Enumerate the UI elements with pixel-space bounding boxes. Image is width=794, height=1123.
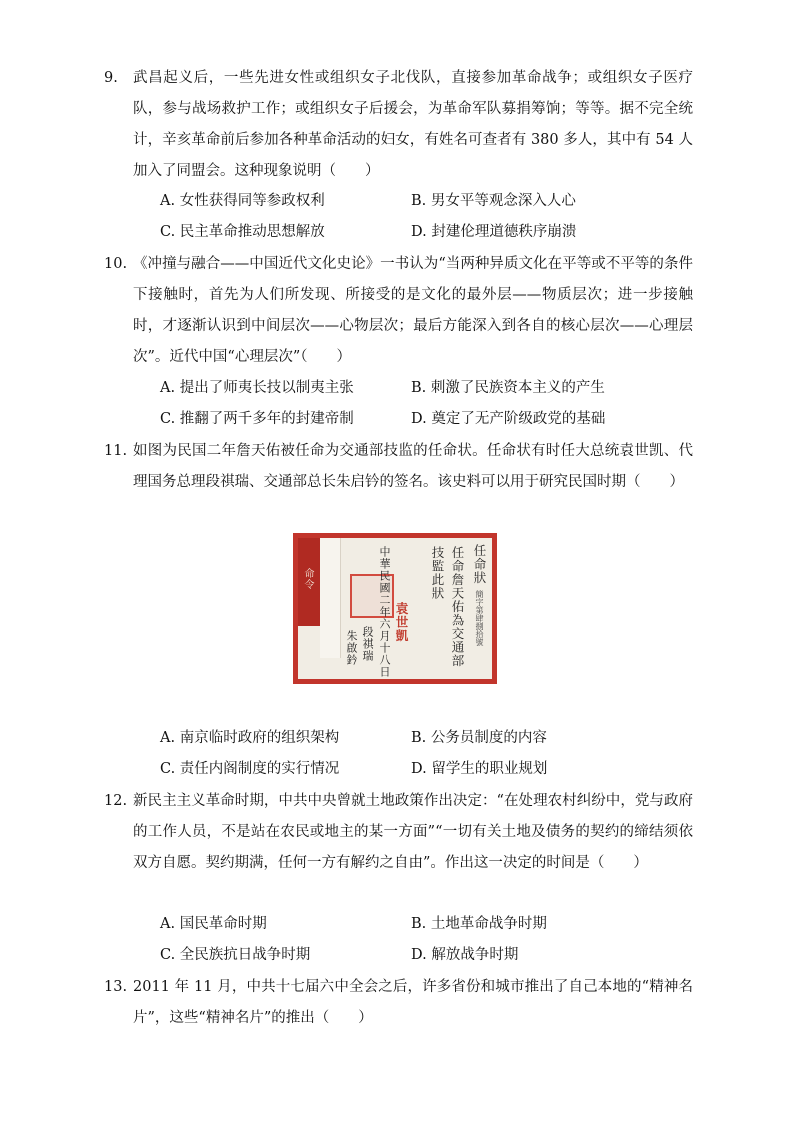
option-c[interactable]: C. 民主革命推动思想解放 [160,224,325,240]
question-10 [104,249,693,373]
options-9 [160,186,720,248]
appointment-certificate-image [293,533,497,684]
option-a[interactable]: A. 南京临时政府的组织架构 [160,730,340,746]
minister-signature: 朱啟鈐 [345,630,358,666]
date-column: 中華民國二年六月十八日 [378,546,391,678]
question-11 [104,436,693,498]
question-text: 武昌起义后，一些先进女性或组织女子北伐队，直接参加革命战争；或组织女子医疗队，参与战场救护工作；或组织女子后援会，为革命军队募捐筹饷；等等。据不完全统计，辛亥革命前后参加各种革命活动的妇女，有姓名可查者有 380 多人，其中有 54 人加入了同盟会。这种现象说明（ ） [133,70,693,179]
question-text: 如图为民国二年詹天佑被任命为交通部技监的任命状。任命状有时任大总统袁世凯、代理国务总理段祺瑞、交通部总长朱启钤的签名。该史料可以用于研究民国时期（ ） [133,443,693,490]
option-d[interactable]: D. 解放战争时期 [411,947,519,963]
question-text: 新民主主义革命时期，中共中央曾就土地政策作出决定：“在处理农村纠纷中，党与政府的工作人员，不是站在农民或地主的某一方面”“一切有关土地及债务的契约的缔结须依双方自愿。契约期满，任何一方有解约之自由”。作出这一决定的时间是（ ） [133,793,693,871]
serial-column: 簡字第肆捌拾號 [475,590,484,646]
premier-signature: 段祺瑞 [361,626,374,662]
closing-column: 技監此狀 [430,546,445,600]
option-c[interactable]: C. 全民族抗日战争时期 [160,947,311,963]
strip-text: 命令 [302,568,313,590]
option-b[interactable]: B. 公务员制度的内容 [411,730,547,746]
option-c[interactable]: C. 责任内阁制度的实行情况 [160,761,340,777]
option-b[interactable]: B. 男女平等观念深入人心 [411,193,576,209]
option-c[interactable]: C. 推翻了两千多年的封建帝制 [160,411,354,427]
option-a[interactable]: A. 女性获得同等参政权利 [160,193,325,209]
question-number: 13. [104,979,128,995]
question-number: 10. [104,256,128,272]
question-number: 11. [104,443,128,459]
question-9 [104,63,693,187]
certificate-paper [298,538,492,679]
question-text: 《冲撞与融合——中国近代文化史论》一书认为“当两种异质文化在平等或不平等的条件下接触时，首先为人们所发现、所接受的是文化的最外层——物质层次；进一步接触时，才逐渐认识到中间层次——心物层次；最后方能深入到各自的核心层次——心理层次”。近代中国“心理层次”（ ） [133,256,693,365]
option-a[interactable]: A. 提出了师夷长技以制夷主张 [160,380,354,396]
question-13 [104,972,693,1034]
question-12 [104,786,693,879]
question-number: 9. [104,70,118,86]
appointment-column: 任命詹天佑為交通部 [450,546,465,668]
option-d[interactable]: D. 封建伦理道德秩序崩溃 [411,224,577,240]
white-strip [320,538,341,658]
title-column: 任命狀 [472,544,487,585]
options-10 [160,373,720,435]
question-number: 12. [104,793,128,809]
option-a[interactable]: A. 国民革命时期 [160,916,267,932]
president-signature: 袁世凱 [394,602,409,643]
option-d[interactable]: D. 留学生的职业规划 [411,761,548,777]
options-12 [160,909,720,971]
option-b[interactable]: B. 刺激了民族资本主义的产生 [411,380,605,396]
option-d[interactable]: D. 奠定了无产阶级政党的基础 [411,411,606,427]
question-text: 2011 年 11 月，中共十七届六中全会之后，许多省份和城市推出了自己本地的“精神名片”，这些“精神名片”的推出（ ） [133,979,693,1026]
options-11 [160,723,720,785]
option-b[interactable]: B. 土地革命战争时期 [411,916,547,932]
